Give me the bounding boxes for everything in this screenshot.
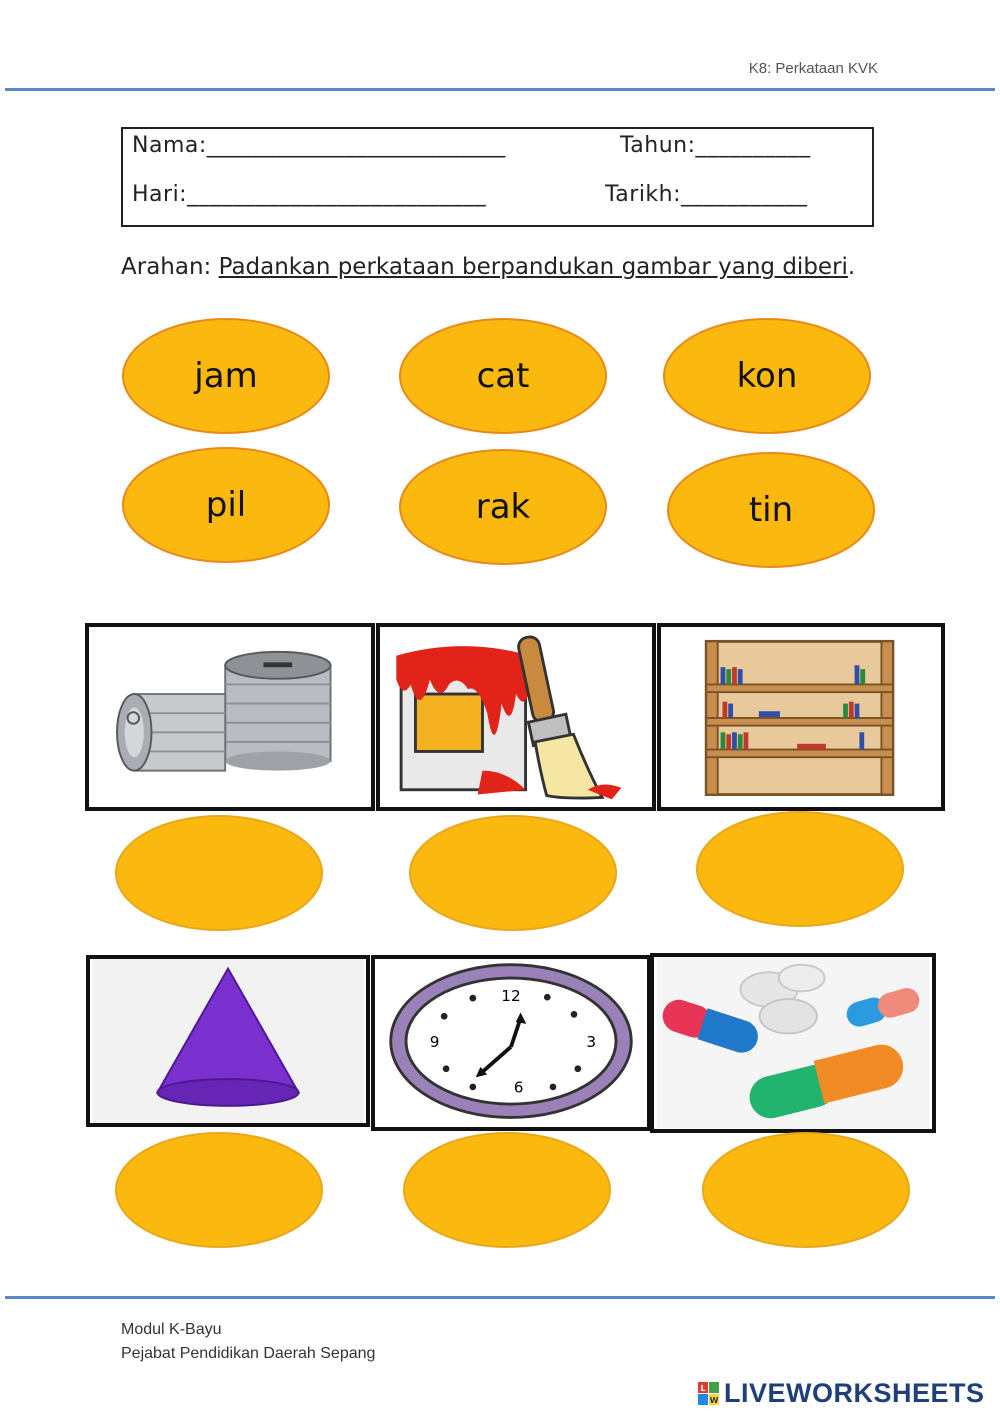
word-oval-pil[interactable]: pil <box>122 447 330 563</box>
tin-cans-icon <box>89 627 371 807</box>
answer-drop-tin[interactable] <box>115 815 323 931</box>
page-header-title: K8: Perkataan KVK <box>748 60 878 77</box>
clock-icon <box>375 959 647 1127</box>
hari-field[interactable]: Hari:__________________________ <box>132 182 487 207</box>
clock-numeral-3: 3 <box>586 1032 597 1051</box>
cone-icon <box>90 959 366 1123</box>
logo-letter-l: L <box>700 1383 706 1393</box>
answer-drop-kon[interactable] <box>115 1132 323 1248</box>
header-rule <box>5 88 995 91</box>
instruction-end: . <box>847 254 856 280</box>
liveworksheets-text: LIVEWORKSHEETS <box>724 1378 985 1408</box>
tahun-field[interactable]: Tahun:__________ <box>620 133 811 158</box>
liveworksheets-brand[interactable] <box>698 1378 985 1409</box>
picture-bookshelf <box>657 623 945 811</box>
answer-drop-rak[interactable] <box>696 811 904 927</box>
word-oval-rak[interactable]: rak <box>399 449 607 565</box>
tarikh-field[interactable]: Tarikh:___________ <box>605 182 808 207</box>
liveworksheets-logo-icon <box>698 1382 720 1406</box>
pills-icon <box>654 957 932 1129</box>
instruction-label: Arahan: <box>121 254 212 280</box>
nama-field[interactable]: Nama:__________________________ <box>132 133 506 158</box>
bookshelf-icon <box>661 627 941 807</box>
picture-tin-cans <box>85 623 375 811</box>
clock-numeral-9: 9 <box>429 1032 440 1051</box>
picture-cone <box>86 955 370 1127</box>
word-oval-tin[interactable]: tin <box>667 452 875 568</box>
picture-clock <box>371 955 651 1131</box>
word-oval-jam[interactable]: jam <box>122 318 330 434</box>
word-oval-cat[interactable]: cat <box>399 318 607 434</box>
word-oval-kon[interactable]: kon <box>663 318 871 434</box>
picture-paint <box>376 623 656 811</box>
answer-drop-cat[interactable] <box>409 815 617 931</box>
instruction-text: Padankan perkataan berpandukan gambar yang diberi <box>218 254 848 280</box>
student-info-box <box>121 127 874 227</box>
logo-letter-w: W <box>709 1395 719 1405</box>
clock-numeral-12: 12 <box>501 987 521 1005</box>
clock-numeral-6: 6 <box>513 1078 524 1097</box>
footer-rule <box>5 1296 995 1299</box>
footer-line-2: Pejabat Pendidikan Daerah Sepang <box>121 1345 376 1362</box>
footer-line-1: Modul K-Bayu <box>121 1321 222 1338</box>
paint-can-icon <box>380 627 652 807</box>
answer-drop-pil[interactable] <box>702 1132 910 1248</box>
answer-drop-jam[interactable] <box>403 1132 611 1248</box>
picture-pills <box>650 953 936 1133</box>
instruction <box>121 254 855 280</box>
